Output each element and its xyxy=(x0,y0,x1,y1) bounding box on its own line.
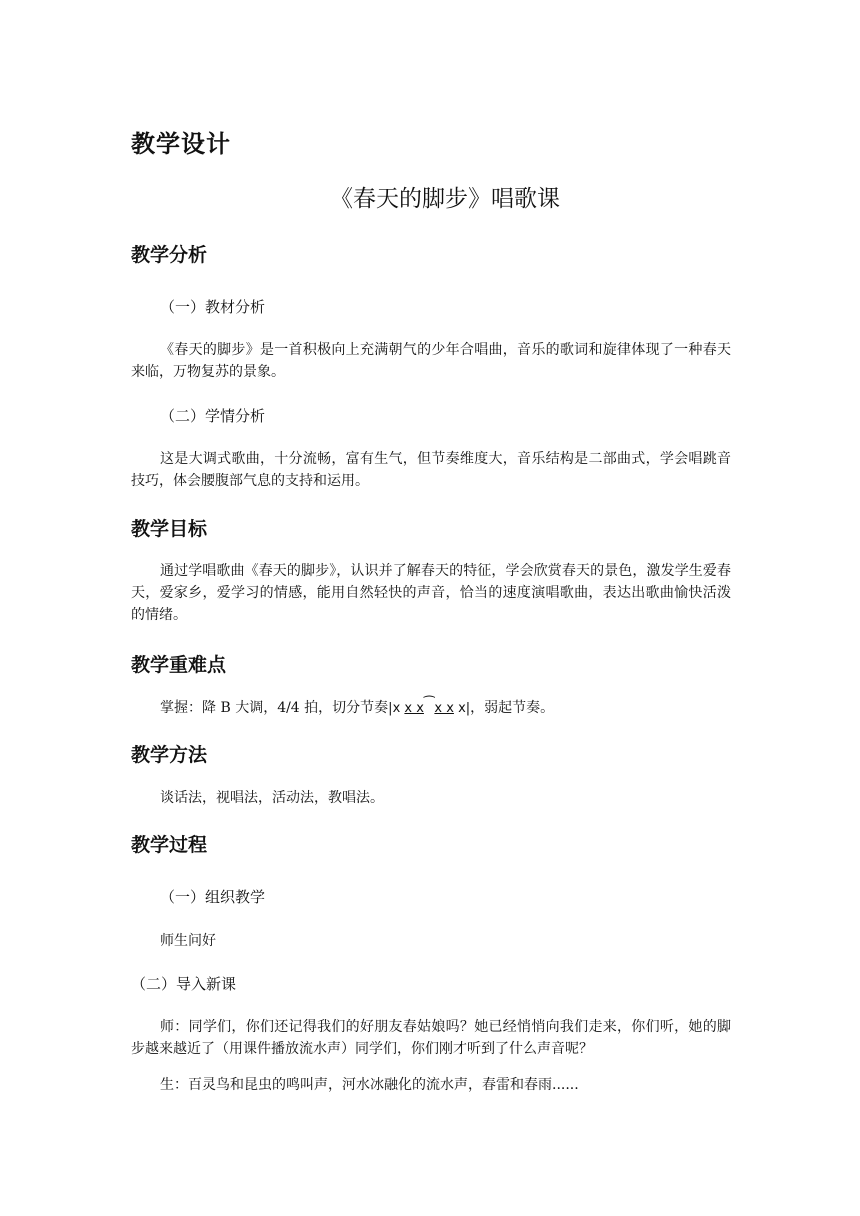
paragraph-key-points xyxy=(160,697,554,717)
subheading-student: （二）学情分析 xyxy=(160,407,266,425)
document-title: 教学设计 xyxy=(131,130,231,158)
subheading-step2: （二）导入新课 xyxy=(131,975,237,993)
paragraph-student: 这是大调式歌曲，十分流畅，富有生气，但节奏维度大，音乐结构是二部曲式，学会唱跳音技巧，体会腰腹部气息的支持和运用。 xyxy=(131,451,731,489)
paragraph-goals: 通过学唱歌曲《春天的脚步》，认识并了解春天的特征，学会欣赏春天的景色，激发学生爱春天，爱家乡，爱学习的情感，能用自然轻快的声音，恰当的速度演唱歌曲，表达出歌曲愉快活泼的情绪。 xyxy=(131,563,731,623)
rhythm-notation xyxy=(388,697,471,716)
paragraph-step2-student: 生：百灵鸟和昆虫的鸣叫声，河水冰融化的流水声，春雷和春雨...... xyxy=(160,1077,579,1093)
subheading-step1: （一）组织教学 xyxy=(160,888,266,906)
rhythm-tie: ⁀ xyxy=(423,697,435,712)
rhythm-eighth-pair: x x xyxy=(404,701,424,716)
paragraph-step2-teacher: 师：同学们，你们还记得我们的好朋友春姑娘吗？她已经悄悄向我们走来，你们听，她的脚步越来越近了（用课件播放流水声）同学们，你们刚才听到了什么声音呢？ xyxy=(131,1019,731,1057)
rhythm-bar-close: | xyxy=(465,701,471,716)
section-heading-analysis: 教学分析 xyxy=(131,244,208,266)
section-heading-methods: 教学方法 xyxy=(131,744,208,766)
rhythm-bar-open: | xyxy=(388,701,393,716)
rhythm-note: x xyxy=(458,701,466,716)
key-points-text: 掌握：降 B 大调，4/4 拍，切分节奏 xyxy=(160,700,389,716)
paragraph-step1: 师生问好 xyxy=(160,933,216,949)
section-heading-goals: 教学目标 xyxy=(131,518,208,540)
subheading-material: （一）教材分析 xyxy=(160,298,266,316)
rhythm-eighth-pair: x x xyxy=(434,701,454,716)
paragraph-material: 《春天的脚步》是一首积极向上充满朝气的少年合唱曲，音乐的歌词和旋律体现了一种春天来临，万物复苏的景象。 xyxy=(131,342,731,380)
section-heading-key-points: 教学重难点 xyxy=(131,654,227,676)
rhythm-note: x xyxy=(392,701,401,716)
paragraph-methods: 谈话法，视唱法，活动法，教唱法。 xyxy=(160,790,384,806)
section-heading-process: 教学过程 xyxy=(131,834,208,856)
key-points-text-after: ，弱起节奏。 xyxy=(470,700,555,716)
lesson-title: 《春天的脚步》唱歌课 xyxy=(330,186,560,212)
